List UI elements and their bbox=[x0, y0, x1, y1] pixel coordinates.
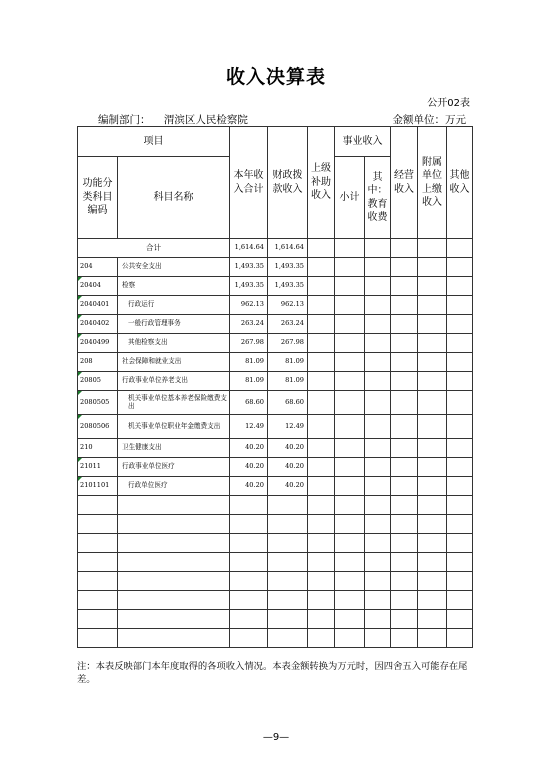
header-item: 项目 bbox=[78, 127, 230, 157]
subject-code bbox=[78, 296, 118, 315]
empty-cell bbox=[78, 534, 118, 553]
empty-cell bbox=[365, 277, 391, 296]
empty-cell bbox=[365, 629, 391, 648]
empty-cell bbox=[418, 239, 447, 258]
empty-cell bbox=[447, 315, 473, 334]
subject-code bbox=[78, 391, 118, 415]
empty-cell bbox=[308, 553, 335, 572]
empty-cell bbox=[418, 610, 447, 629]
subject-name: 机关事业单位基本养老保险缴费支出 bbox=[118, 391, 230, 415]
table-row bbox=[78, 415, 473, 439]
fiscal-cell: 40.20 bbox=[268, 477, 308, 496]
empty-cell bbox=[418, 591, 447, 610]
empty-cell bbox=[365, 439, 391, 458]
empty-cell bbox=[447, 572, 473, 591]
empty-cell bbox=[447, 610, 473, 629]
empty-cell bbox=[365, 239, 391, 258]
fiscal-cell: 1,493.35 bbox=[268, 258, 308, 277]
total-income-cell: 962.13 bbox=[230, 296, 268, 315]
subject-name: 行政运行 bbox=[118, 296, 230, 315]
header-education: 其中：教育收费 bbox=[365, 157, 391, 239]
empty-cell bbox=[365, 315, 391, 334]
empty-cell bbox=[418, 534, 447, 553]
subject-code-text: 2040402 bbox=[80, 319, 110, 328]
empty-cell bbox=[391, 296, 418, 315]
total-income-cell: 81.09 bbox=[230, 372, 268, 391]
subject-name: 机关事业单位职业年金缴费支出 bbox=[118, 415, 230, 439]
total-income-cell: 267.98 bbox=[230, 334, 268, 353]
empty-cell bbox=[447, 296, 473, 315]
table-row bbox=[78, 353, 473, 372]
empty-cell bbox=[447, 515, 473, 534]
empty-cell bbox=[335, 391, 365, 415]
empty-cell bbox=[418, 296, 447, 315]
empty-cell bbox=[308, 296, 335, 315]
empty-cell bbox=[268, 591, 308, 610]
empty-cell bbox=[335, 629, 365, 648]
subject-code bbox=[78, 315, 118, 334]
empty-cell bbox=[447, 629, 473, 648]
header-operating: 经营收入 bbox=[391, 127, 418, 239]
empty-cell bbox=[308, 334, 335, 353]
empty-cell bbox=[335, 296, 365, 315]
empty-cell bbox=[335, 334, 365, 353]
fiscal-cell: 263.24 bbox=[268, 315, 308, 334]
cell-flag-icon bbox=[78, 296, 82, 300]
empty-cell bbox=[118, 610, 230, 629]
empty-cell bbox=[308, 477, 335, 496]
empty-cell bbox=[391, 572, 418, 591]
subject-code-text: 2040499 bbox=[80, 338, 110, 347]
fiscal-cell: 267.98 bbox=[268, 334, 308, 353]
empty-cell bbox=[308, 315, 335, 334]
empty-cell bbox=[308, 353, 335, 372]
empty-cell bbox=[418, 553, 447, 572]
empty-cell bbox=[447, 415, 473, 439]
total-income-cell: 12.49 bbox=[230, 415, 268, 439]
fiscal-cell: 81.09 bbox=[268, 353, 308, 372]
empty-cell bbox=[365, 515, 391, 534]
empty-cell bbox=[391, 415, 418, 439]
empty-cell bbox=[335, 553, 365, 572]
empty-cell bbox=[230, 515, 268, 534]
empty-cell bbox=[447, 458, 473, 477]
department-value: 渭滨区人民检察院 bbox=[163, 114, 248, 126]
empty-cell bbox=[391, 353, 418, 372]
empty-cell bbox=[391, 515, 418, 534]
blank-row bbox=[78, 553, 473, 572]
table-row bbox=[78, 277, 473, 296]
empty-cell bbox=[335, 258, 365, 277]
empty-cell bbox=[230, 553, 268, 572]
empty-cell bbox=[118, 553, 230, 572]
empty-cell bbox=[391, 277, 418, 296]
subject-name: 其他检察支出 bbox=[118, 334, 230, 353]
empty-cell bbox=[230, 572, 268, 591]
subject-code bbox=[78, 277, 118, 296]
blank-row bbox=[78, 496, 473, 515]
empty-cell bbox=[335, 415, 365, 439]
cell-flag-icon bbox=[78, 477, 82, 481]
subject-code bbox=[78, 477, 118, 496]
empty-cell bbox=[308, 277, 335, 296]
table-row bbox=[78, 334, 473, 353]
subject-code bbox=[78, 415, 118, 439]
total-income-cell: 68.60 bbox=[230, 391, 268, 415]
empty-cell bbox=[365, 372, 391, 391]
subject-code-text: 210 bbox=[80, 443, 93, 452]
header-func-code: 功能分类科目编码 bbox=[78, 157, 118, 239]
empty-cell bbox=[308, 496, 335, 515]
empty-cell bbox=[308, 372, 335, 391]
subject-code-text: 20404 bbox=[80, 281, 101, 290]
total-income-value: 1,614.64 bbox=[230, 239, 268, 258]
page-number: —9— bbox=[262, 732, 290, 743]
empty-cell bbox=[365, 458, 391, 477]
blank-row bbox=[78, 610, 473, 629]
cell-flag-icon bbox=[78, 372, 82, 376]
table-row bbox=[78, 296, 473, 315]
empty-cell bbox=[365, 553, 391, 572]
subject-code-text: 204 bbox=[80, 262, 93, 271]
empty-cell bbox=[308, 534, 335, 553]
cell-flag-icon bbox=[78, 415, 82, 419]
empty-cell bbox=[391, 391, 418, 415]
header-business-income: 事业收入 bbox=[335, 127, 391, 157]
empty-cell bbox=[335, 477, 365, 496]
empty-cell bbox=[78, 515, 118, 534]
total-income-cell: 81.09 bbox=[230, 353, 268, 372]
empty-cell bbox=[308, 239, 335, 258]
subject-code bbox=[78, 439, 118, 458]
empty-cell bbox=[365, 534, 391, 553]
empty-cell bbox=[308, 391, 335, 415]
empty-cell bbox=[118, 515, 230, 534]
page-title: 收入决算表 bbox=[225, 66, 326, 88]
empty-cell bbox=[335, 372, 365, 391]
empty-cell bbox=[447, 372, 473, 391]
empty-cell bbox=[365, 296, 391, 315]
empty-cell bbox=[391, 258, 418, 277]
table-row bbox=[78, 372, 473, 391]
empty-cell bbox=[268, 534, 308, 553]
empty-cell bbox=[335, 277, 365, 296]
empty-cell bbox=[418, 477, 447, 496]
empty-cell bbox=[418, 372, 447, 391]
empty-cell bbox=[78, 553, 118, 572]
table-row bbox=[78, 458, 473, 477]
empty-cell bbox=[335, 515, 365, 534]
subject-code bbox=[78, 458, 118, 477]
amount-unit: 金额单位：万元 bbox=[392, 114, 466, 126]
empty-cell bbox=[447, 477, 473, 496]
total-income-cell: 263.24 bbox=[230, 315, 268, 334]
empty-cell bbox=[308, 591, 335, 610]
empty-cell bbox=[447, 534, 473, 553]
subject-name: 公共安全支出 bbox=[118, 258, 230, 277]
empty-cell bbox=[335, 439, 365, 458]
empty-cell bbox=[78, 496, 118, 515]
subject-code bbox=[78, 353, 118, 372]
empty-cell bbox=[418, 458, 447, 477]
empty-cell bbox=[308, 629, 335, 648]
empty-cell bbox=[335, 315, 365, 334]
blank-row bbox=[78, 515, 473, 534]
subject-code bbox=[78, 372, 118, 391]
empty-cell bbox=[418, 439, 447, 458]
empty-cell bbox=[118, 591, 230, 610]
total-income-cell: 40.20 bbox=[230, 458, 268, 477]
subject-code bbox=[78, 334, 118, 353]
fiscal-cell: 40.20 bbox=[268, 458, 308, 477]
empty-cell bbox=[391, 477, 418, 496]
subject-name: 一般行政管理事务 bbox=[118, 315, 230, 334]
empty-cell bbox=[365, 610, 391, 629]
empty-cell bbox=[335, 534, 365, 553]
empty-cell bbox=[268, 553, 308, 572]
empty-cell bbox=[230, 610, 268, 629]
empty-cell bbox=[447, 353, 473, 372]
empty-cell bbox=[118, 496, 230, 515]
blank-row bbox=[78, 591, 473, 610]
empty-cell bbox=[418, 496, 447, 515]
cell-flag-icon bbox=[78, 391, 82, 395]
header-other: 其他收入 bbox=[447, 127, 473, 239]
empty-cell bbox=[335, 572, 365, 591]
total-income-cell: 1,493.35 bbox=[230, 277, 268, 296]
table-row bbox=[78, 258, 473, 277]
cell-flag-icon bbox=[78, 458, 82, 462]
subject-name: 行政单位医疗 bbox=[118, 477, 230, 496]
empty-cell bbox=[365, 591, 391, 610]
empty-cell bbox=[335, 458, 365, 477]
empty-cell bbox=[391, 629, 418, 648]
subject-name: 行政事业单位医疗 bbox=[118, 458, 230, 477]
header-affiliated: 附属单位上缴收入 bbox=[418, 127, 447, 239]
subject-name: 行政事业单位养老支出 bbox=[118, 372, 230, 391]
subject-code-text: 2080505 bbox=[80, 397, 110, 406]
empty-cell bbox=[418, 258, 447, 277]
empty-cell bbox=[78, 610, 118, 629]
table-row bbox=[78, 439, 473, 458]
empty-cell bbox=[118, 534, 230, 553]
empty-cell bbox=[447, 277, 473, 296]
blank-row bbox=[78, 629, 473, 648]
subject-code-text: 21011 bbox=[80, 462, 101, 471]
subject-name: 检察 bbox=[118, 277, 230, 296]
empty-cell bbox=[118, 572, 230, 591]
department-info bbox=[98, 112, 248, 127]
empty-cell bbox=[418, 277, 447, 296]
empty-cell bbox=[230, 534, 268, 553]
empty-cell bbox=[391, 496, 418, 515]
empty-cell bbox=[447, 391, 473, 415]
table-row bbox=[78, 391, 473, 415]
empty-cell bbox=[418, 515, 447, 534]
empty-cell bbox=[230, 496, 268, 515]
subject-code-text: 2040401 bbox=[80, 300, 110, 309]
header-total-income: 本年收入合计 bbox=[230, 127, 268, 239]
empty-cell bbox=[78, 572, 118, 591]
empty-cell bbox=[268, 610, 308, 629]
empty-cell bbox=[391, 534, 418, 553]
empty-cell bbox=[391, 591, 418, 610]
empty-cell bbox=[391, 239, 418, 258]
empty-cell bbox=[230, 629, 268, 648]
empty-cell bbox=[447, 553, 473, 572]
empty-cell bbox=[308, 515, 335, 534]
empty-cell bbox=[391, 610, 418, 629]
table-row bbox=[78, 477, 473, 496]
cell-flag-icon bbox=[78, 315, 82, 319]
empty-cell bbox=[418, 629, 447, 648]
empty-cell bbox=[391, 458, 418, 477]
empty-cell bbox=[335, 496, 365, 515]
empty-cell bbox=[335, 610, 365, 629]
empty-cell bbox=[365, 391, 391, 415]
fiscal-cell: 68.60 bbox=[268, 391, 308, 415]
empty-cell bbox=[78, 629, 118, 648]
total-income-cell: 1,493.35 bbox=[230, 258, 268, 277]
empty-cell bbox=[418, 353, 447, 372]
empty-cell bbox=[268, 572, 308, 591]
empty-cell bbox=[447, 258, 473, 277]
empty-cell bbox=[268, 496, 308, 515]
empty-cell bbox=[308, 572, 335, 591]
empty-cell bbox=[78, 591, 118, 610]
empty-cell bbox=[365, 496, 391, 515]
header-superior-subsidy: 上级补助收入 bbox=[308, 127, 335, 239]
fiscal-cell: 1,493.35 bbox=[268, 277, 308, 296]
empty-cell bbox=[418, 334, 447, 353]
footnote: 注：本表反映部门本年度取得的各项收入情况。本表金额转换为万元时，因四舍五入可能存在尾差。 bbox=[77, 661, 468, 686]
empty-cell bbox=[365, 353, 391, 372]
blank-row bbox=[78, 572, 473, 591]
empty-cell bbox=[365, 572, 391, 591]
empty-cell bbox=[308, 610, 335, 629]
total-row bbox=[78, 239, 473, 258]
empty-cell bbox=[418, 415, 447, 439]
empty-cell bbox=[447, 496, 473, 515]
subject-code-text: 208 bbox=[80, 357, 93, 366]
income-table bbox=[77, 126, 473, 648]
empty-cell bbox=[308, 458, 335, 477]
empty-cell bbox=[391, 315, 418, 334]
header-fiscal: 财政拨款收入 bbox=[268, 127, 308, 239]
table-row bbox=[78, 315, 473, 334]
subject-name: 卫生健康支出 bbox=[118, 439, 230, 458]
empty-cell bbox=[391, 553, 418, 572]
header-subject-name: 科目名称 bbox=[118, 157, 230, 239]
total-label: 合计 bbox=[78, 239, 230, 258]
form-number: 公开02表 bbox=[427, 98, 470, 109]
empty-cell bbox=[391, 439, 418, 458]
empty-cell bbox=[391, 372, 418, 391]
empty-cell bbox=[118, 629, 230, 648]
empty-cell bbox=[418, 391, 447, 415]
subject-code-text: 2080506 bbox=[80, 421, 110, 430]
header-subtotal: 小计 bbox=[335, 157, 365, 239]
cell-flag-icon bbox=[78, 334, 82, 338]
empty-cell bbox=[230, 591, 268, 610]
empty-cell bbox=[365, 334, 391, 353]
fiscal-cell: 81.09 bbox=[268, 372, 308, 391]
total-income-cell: 40.20 bbox=[230, 439, 268, 458]
empty-cell bbox=[418, 315, 447, 334]
empty-cell bbox=[308, 439, 335, 458]
empty-cell bbox=[447, 239, 473, 258]
empty-cell bbox=[447, 334, 473, 353]
subject-code bbox=[78, 258, 118, 277]
subject-code-text: 2101101 bbox=[80, 481, 110, 490]
fiscal-cell: 12.49 bbox=[268, 415, 308, 439]
empty-cell bbox=[335, 353, 365, 372]
empty-cell bbox=[391, 334, 418, 353]
subject-name: 社会保障和就业支出 bbox=[118, 353, 230, 372]
empty-cell bbox=[365, 258, 391, 277]
blank-row bbox=[78, 534, 473, 553]
empty-cell bbox=[268, 629, 308, 648]
subject-code-text: 20805 bbox=[80, 376, 101, 385]
empty-cell bbox=[418, 572, 447, 591]
empty-cell bbox=[268, 515, 308, 534]
fiscal-cell: 962.13 bbox=[268, 296, 308, 315]
total-fiscal-value: 1,614.64 bbox=[268, 239, 308, 258]
empty-cell bbox=[447, 439, 473, 458]
empty-cell bbox=[308, 415, 335, 439]
empty-cell bbox=[365, 415, 391, 439]
empty-cell bbox=[335, 239, 365, 258]
empty-cell bbox=[308, 258, 335, 277]
cell-flag-icon bbox=[78, 277, 82, 281]
department-label: 编制部门： bbox=[98, 114, 151, 126]
empty-cell bbox=[365, 477, 391, 496]
total-income-cell: 40.20 bbox=[230, 477, 268, 496]
empty-cell bbox=[335, 591, 365, 610]
fiscal-cell: 40.20 bbox=[268, 439, 308, 458]
empty-cell bbox=[447, 591, 473, 610]
